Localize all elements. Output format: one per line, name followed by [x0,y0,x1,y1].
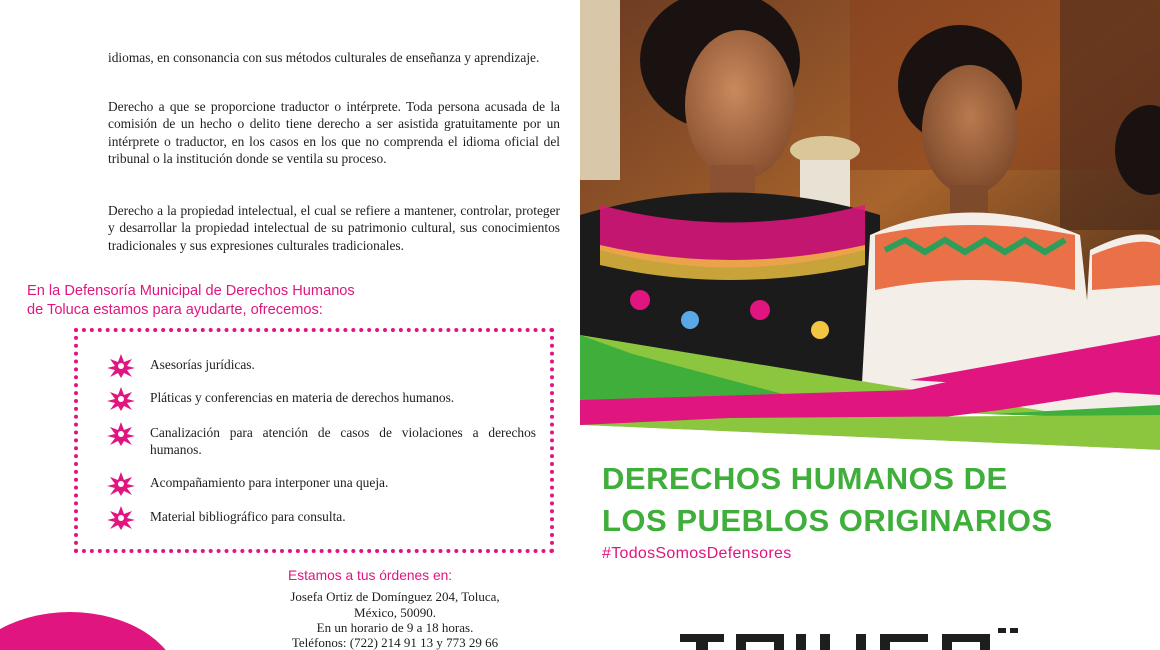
toluca-logo [680,628,1040,650]
flower-star-icon [106,421,136,447]
service-item [106,356,536,379]
flower-star-icon [106,386,136,412]
page-title-line2: LOS PUEBLOS ORIGINARIOS [602,503,1053,538]
page-title [602,458,1053,542]
decorative-color-bands [580,330,1160,450]
service-text: Acompañamiento para interponer una queja. [150,475,389,490]
right-panel [580,0,1160,650]
service-item [106,508,536,531]
contact-hours: En un horario de 9 a 18 horas. [316,620,474,635]
contact-address-line2: México, 50090. [354,605,436,620]
offer-heading [27,282,447,320]
service-text: Pláticas y conferencias en materia de derechos humanos. [150,390,455,405]
paragraph-languages: idiomas, en consonancia con sus métodos culturales de enseñanza y aprendizaje. [108,50,540,65]
contact-phones: Teléfonos: (722) 214 91 13 y 773 29 66 [291,635,499,650]
contact-address-line1: Josefa Ortiz de Domínguez 204, Toluca, [290,589,500,604]
hashtag: #TodosSomosDefensores [602,545,792,562]
service-item [106,424,536,458]
decorative-pink-circle [0,612,180,650]
service-text: Canalización para atención de casos de violaciones a derechos humanos. [150,425,536,457]
page-title-line1: DERECHOS HUMANOS DE [602,461,1008,496]
paragraph-intellectual-property: Derecho a la propiedad intelectual, el cual se refiere a mantener, controlar, proteger y desarrollar la propiedad intelectual de su patrimonio cultural, sus conocimientos tradicionales y sus expresiones culturales tradicionales. [108,203,560,253]
service-item [106,474,536,497]
offer-heading-line1: En la Defensoría Municipal de Derechos Humanos [27,283,355,299]
flower-star-icon [106,353,136,379]
service-text: Material bibliográfico para consulta. [150,509,346,524]
flower-star-icon [106,505,136,531]
flower-star-icon [106,471,136,497]
offer-heading-line2: de Toluca estamos para ayudarte, ofrecemos: [27,302,323,318]
service-text: Asesorías jurídicas. [150,357,255,372]
service-item [106,389,536,412]
paragraph-translator: Derecho a que se proporcione traductor o intérprete. Toda persona acusada de la comisión de un hecho o delito tiene derecho a ser asistida gratuitamente por un intérprete o traductor, en los casos en los que no comprenda el idioma oficial del tribunal o la institución donde se ventila su proceso. [108,99,560,167]
contact-title: Estamos a tus órdenes en: [288,568,453,583]
